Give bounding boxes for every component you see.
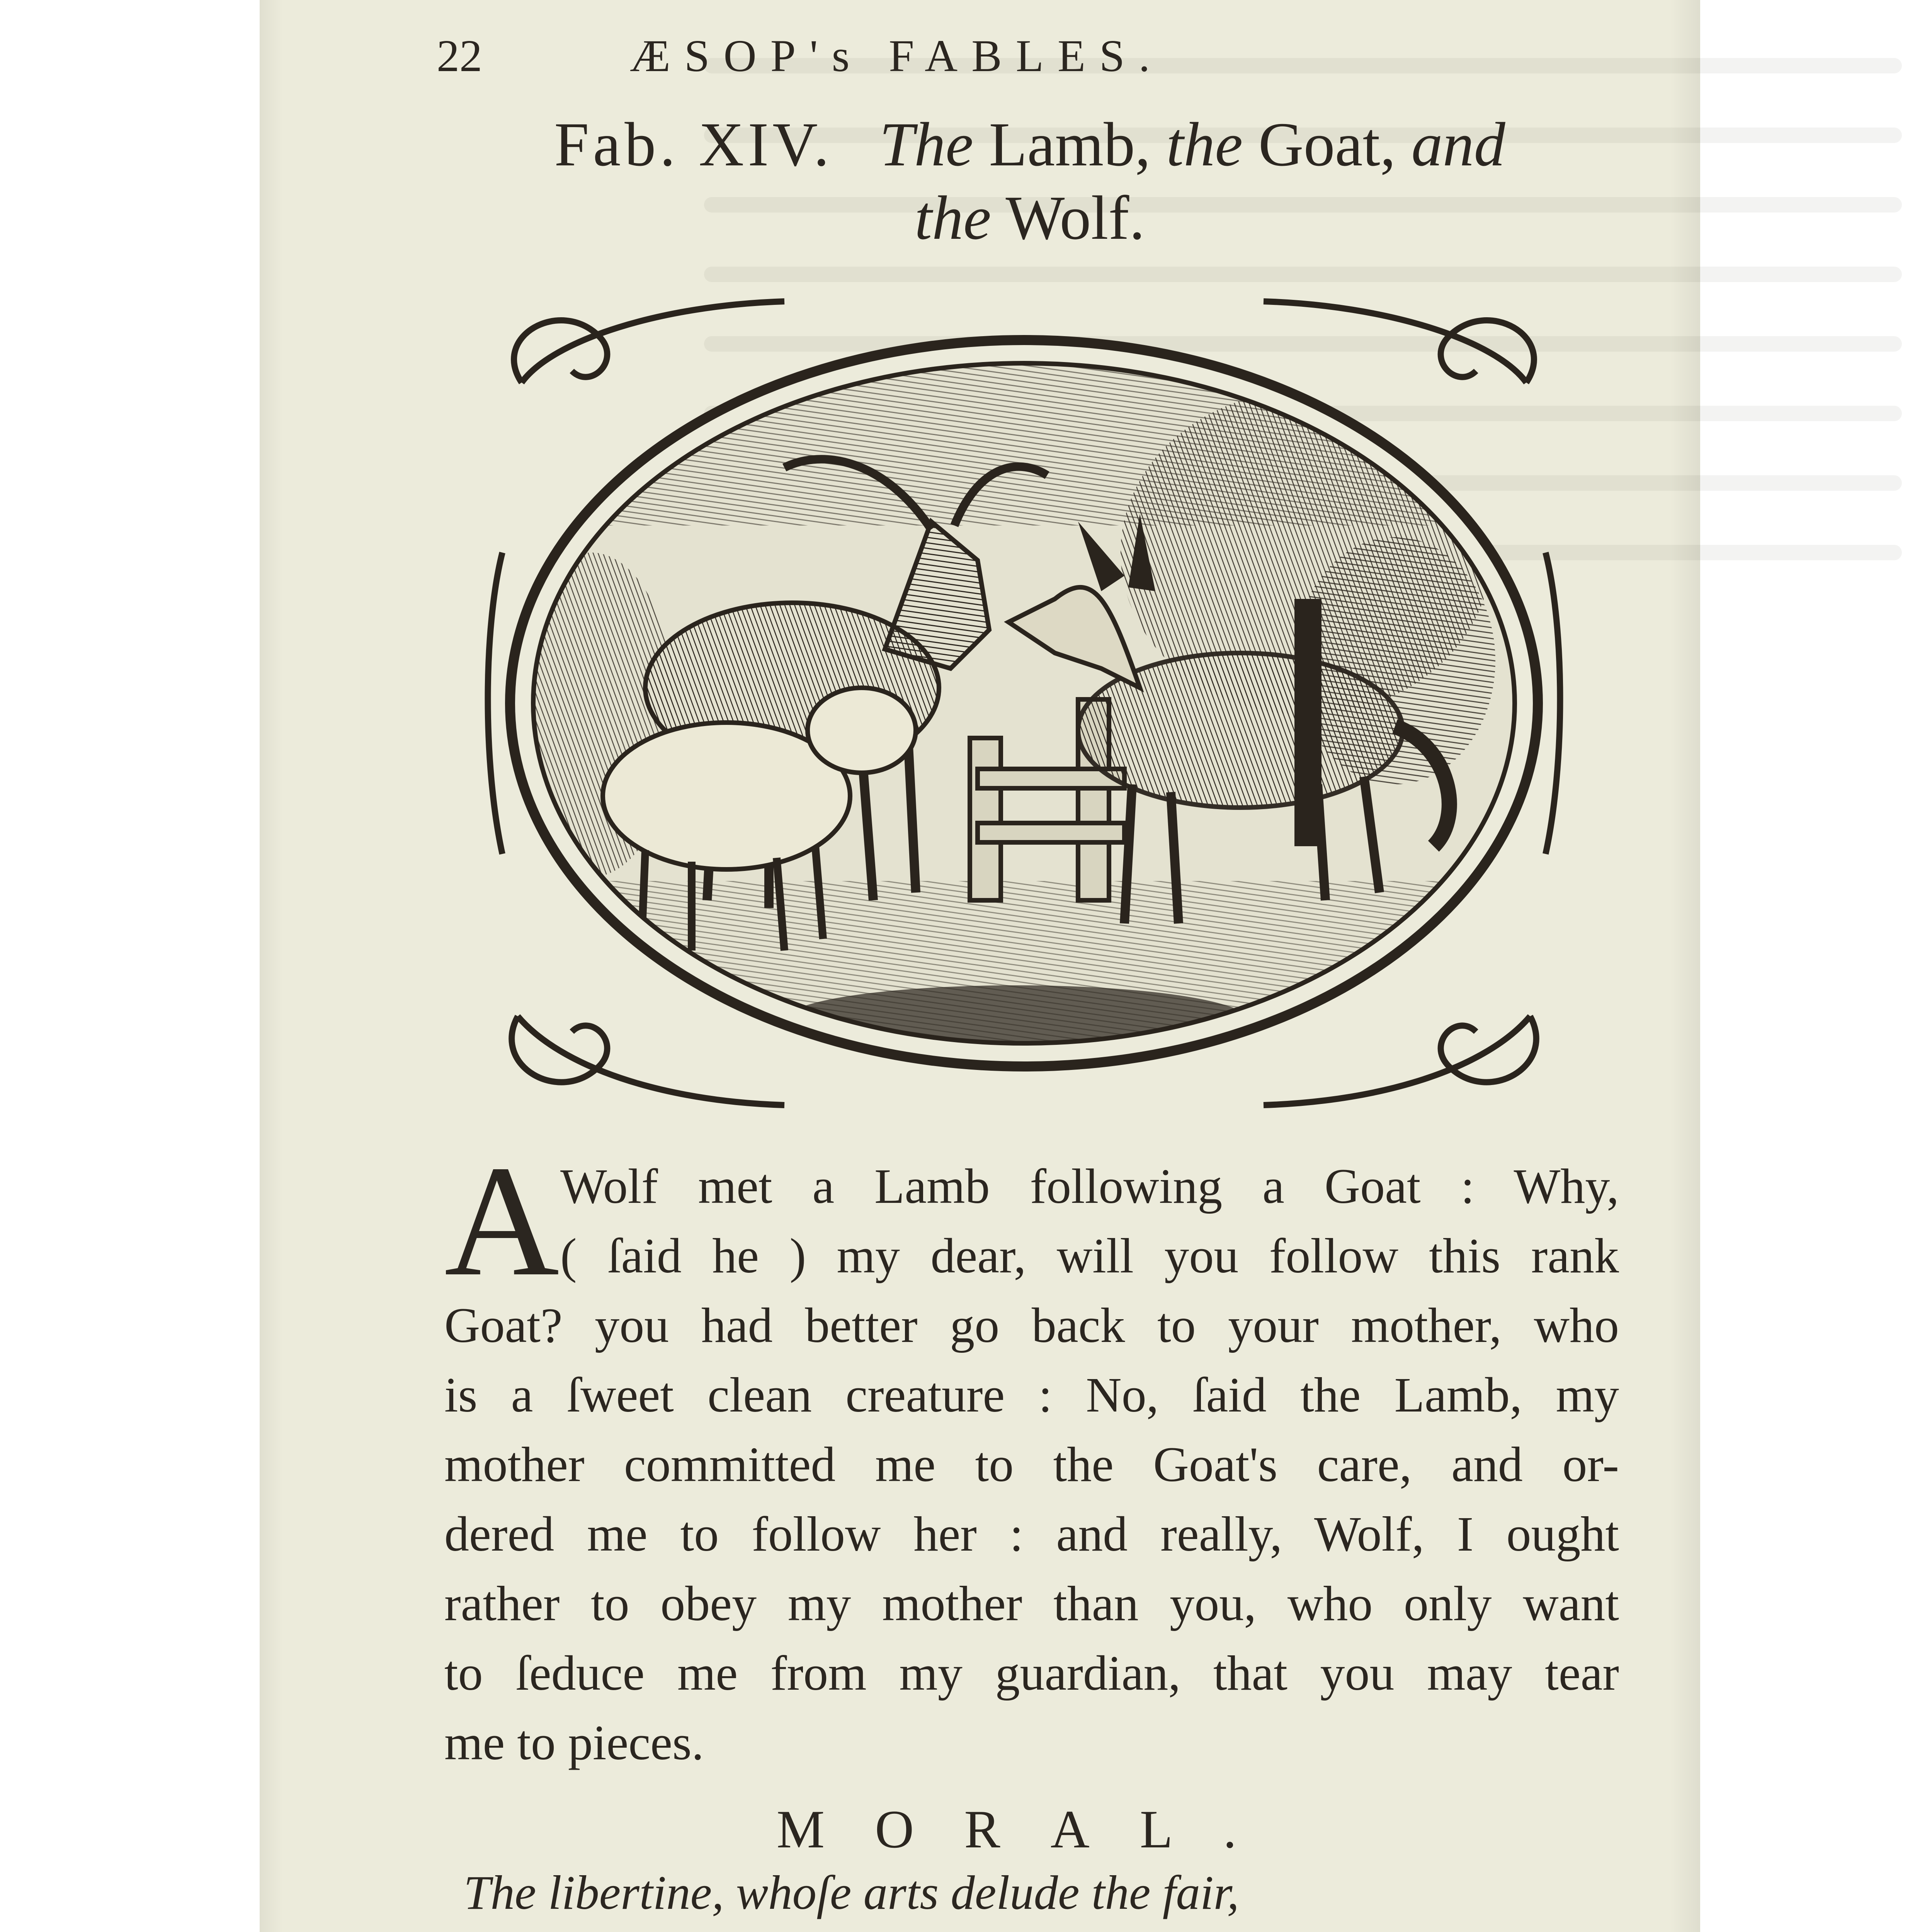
- drop-cap: A: [444, 1133, 560, 1309]
- page-number: 22: [437, 31, 482, 81]
- moral-heading: MORAL.: [776, 1799, 1287, 1859]
- text-line: mother committed me to the Goat's care, and or-: [444, 1437, 1619, 1492]
- woodcut-illustration: [475, 282, 1573, 1124]
- moral-verse: [464, 1859, 1604, 1932]
- fable-title-line-1: Fab. XIV. The Lamb, the Goat, and: [554, 110, 1505, 179]
- text-line: ( ſaid he ) my dear, will you follow this rank: [560, 1228, 1619, 1283]
- text-line: rather to obey my mother than you, who only want: [444, 1576, 1619, 1631]
- fable-text: [444, 1133, 1619, 1777]
- running-title: ÆSOP's FABLES.: [630, 31, 1164, 81]
- fable-title-line-2: the Wolf.: [915, 184, 1145, 253]
- text-line: dered me to follow her : and really, Wolf, I ought: [444, 1507, 1619, 1561]
- text-line: Wolf met a Lamb following a Goat : Why,: [560, 1159, 1619, 1214]
- fable-number: Fab. XIV.: [554, 110, 833, 179]
- text-line: to ſeduce me from my guardian, that you may tear: [444, 1646, 1619, 1701]
- running-head: [437, 23, 1403, 89]
- verse-line: [464, 1927, 1604, 1932]
- verse-line: The libertine, whoſe arts delude the fair,: [464, 1866, 1239, 1920]
- text-line: is a ſweet clean creature : No, ſaid the Lamb, my: [444, 1367, 1619, 1422]
- fable-title: [440, 108, 1619, 255]
- text-line: me to pieces.: [444, 1715, 704, 1770]
- text-line: Goat? you had better go back to your mother, who: [444, 1298, 1619, 1353]
